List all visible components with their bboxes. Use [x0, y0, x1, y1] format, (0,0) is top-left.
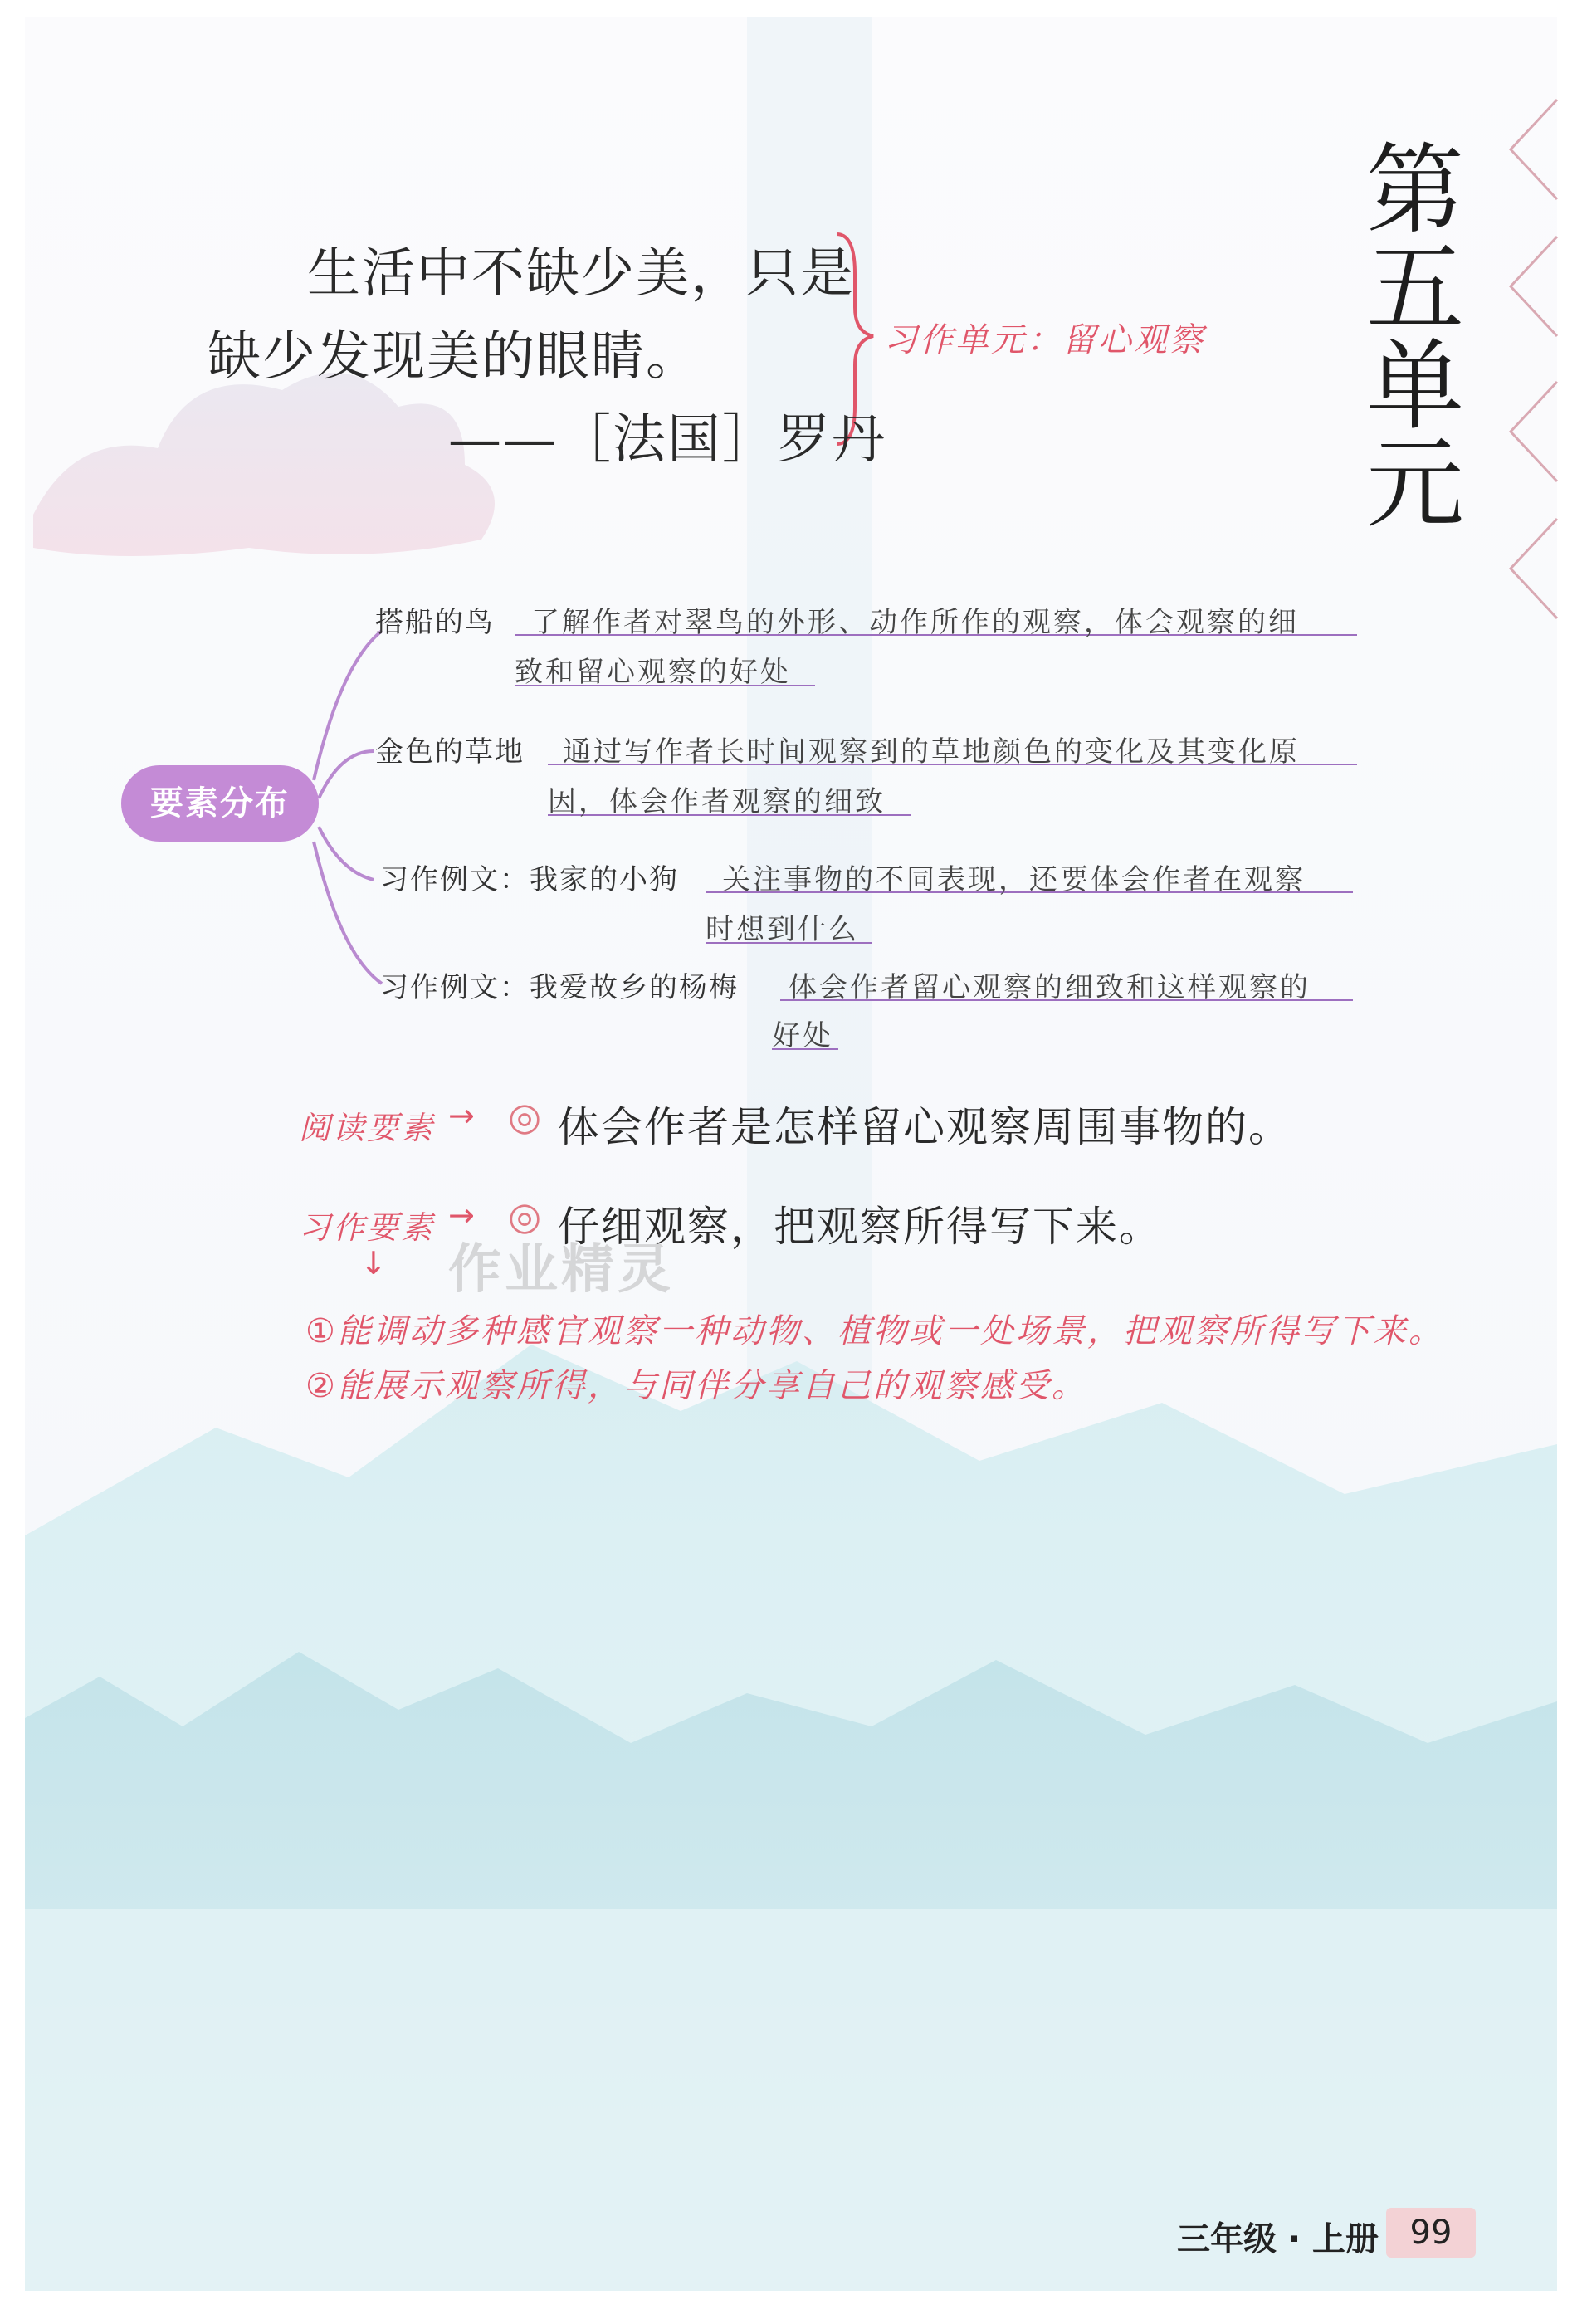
- unit-title-char-2: 五: [1365, 231, 1464, 345]
- page-number: 99: [1386, 2208, 1476, 2258]
- writing-arrow-icon: →: [448, 1197, 477, 1233]
- branch-name-1: 搭船的鸟: [375, 606, 495, 639]
- branch-note-4-line2: 好处: [772, 1019, 833, 1052]
- writing-note-1: ①能调动多种感官观察一种动物、植物或一处场景，把观察所得写下来。: [305, 1312, 1444, 1350]
- reading-arrow-icon: →: [448, 1097, 477, 1134]
- reading-goal-text: 体会作者是怎样留心观察周围事物的。: [558, 1103, 1291, 1151]
- writing-note-2: ②能展示观察所得，与同伴分享自己的观察感受。: [305, 1367, 1087, 1405]
- watermark: 作业精灵: [448, 1239, 674, 1301]
- unit-title-char-4: 元: [1365, 427, 1464, 541]
- footer-grade: 三年级 · 上册: [1177, 2220, 1379, 2258]
- branch-note-4-line1: 体会作者留心观察的细致和这样观察的: [789, 971, 1311, 1004]
- writing-circle-icon: ◎: [508, 1194, 542, 1238]
- branch-note-3-line1: 关注事物的不同表现，还要体会作者在观察: [722, 863, 1306, 896]
- branch-name-2: 金色的草地: [375, 735, 525, 769]
- unit-title-char-1: 第: [1365, 133, 1464, 247]
- quote-author: ——［法国］罗丹: [448, 409, 886, 471]
- branch-name-3: 习作例文：我家的小狗: [380, 863, 679, 896]
- mindmap-center-pill: 要素分布: [121, 765, 319, 842]
- branch-note-2-line2: 因，体会作者观察的细致: [548, 785, 886, 818]
- branch-note-2-line1: 通过写作者长时间观察到的草地颜色的变化及其变化原: [563, 735, 1300, 769]
- down-arrow-icon: ↓: [360, 1245, 389, 1282]
- reading-goal-label: 阅读要素: [299, 1110, 436, 1146]
- quote-line-1: 生活中不缺少美，只是: [307, 243, 855, 305]
- quote-line-2: 缺少发现美的眼睛。: [208, 326, 701, 388]
- branch-note-1-line2: 致和留心观察的好处: [515, 656, 791, 689]
- reading-circle-icon: ◎: [508, 1094, 542, 1139]
- writing-goal-text: 仔细观察，把观察所得写下来。: [558, 1203, 1162, 1251]
- unit-title-char-3: 单: [1365, 329, 1464, 443]
- branch-note-3-line2: 时想到什么: [706, 913, 859, 946]
- writing-goal-label: 习作要素: [299, 1209, 436, 1246]
- branch-name-4: 习作例文：我爱故乡的杨梅: [380, 971, 739, 1004]
- unit-annotation: 习作单元：留心观察: [884, 321, 1205, 359]
- unit-title: [1361, 133, 1469, 541]
- branch-note-1-line1: 了解作者对翠鸟的外形、动作所作的观察，体会观察的细: [531, 606, 1299, 639]
